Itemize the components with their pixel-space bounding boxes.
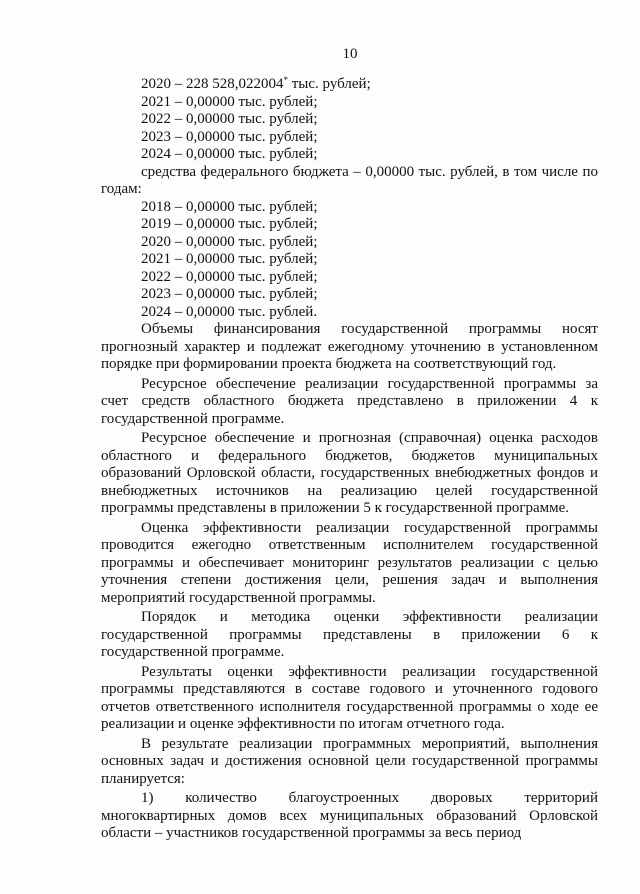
- paragraph-expected-outcomes: В результате реализации программных мероприятий, выполнения основных задач и достижения основной цели государственной программы планируется:: [101, 735, 598, 787]
- year-line: 2024 – 0,00000 тыс. рублей;: [141, 146, 318, 162]
- footnote-mark: *: [283, 75, 288, 85]
- year-line: 2018 – 0,00000 тыс. рублей;: [141, 198, 318, 215]
- year-line: 2023 – 0,00000 тыс. рублей;: [141, 286, 318, 302]
- year-line: 2022 – 0,00000 тыс. рублей;: [141, 111, 318, 127]
- year-line-tail: тыс. рублей;: [288, 76, 371, 92]
- year-line-text: 2020 – 228 528,022004: [141, 76, 284, 92]
- federal-budget-intro: средства федерального бюджета – 0,00000 тыс. рублей, в том числе по годам:: [101, 163, 598, 197]
- paragraph-item-1: 1) количество благоустроенных дворовых территорий многоквартирных домов всех муниципальных образований Орловской области – участников государственной программы за весь период: [101, 790, 598, 841]
- paragraph-results: Результаты оценки эффективности реализации государственной программы представляются в составе годового и уточненного годового отчетов ответственного исполнителя государственной программы о ходе ее реализации и оценке эффективности по итогам отчетного года.: [101, 663, 598, 732]
- paragraph-resource-estimate: Ресурсное обеспечение и прогнозная (справочная) оценка расходов областного и федерального бюджетов, бюджетов муниципальных образований Орловской области, государственных внебюджетных фондов и внебюджетных источников на реализацию целей государственной программы представлены в приложении 5 к государственной программе.: [101, 430, 598, 516]
- year-line: 2022 – 0,00000 тыс. рублей;: [141, 268, 318, 285]
- year-line: 2021 – 0,00000 тыс. рублей;: [141, 251, 318, 267]
- paragraph-method: Порядок и методика оценки эффективности реализации государственной программы представлены в приложении 6 к государственной программе.: [101, 609, 598, 660]
- year-line: 2020 – 0,00000 тыс. рублей;: [141, 233, 318, 250]
- paragraph-financing-volumes: Объемы финансирования государственной программы носят прогнозный характер и подлежат ежегодному уточнению в установленном порядке при формировании проекта бюджета на соответствующий год.: [101, 321, 598, 372]
- document-body: [101, 76, 598, 843]
- year-line: 2021 – 0,00000 тыс. рублей;: [141, 93, 318, 110]
- year-line: 2024 – 0,00000 тыс. рублей.: [141, 303, 318, 320]
- paragraph-efficiency-evaluation: Оценка эффективности реализации государственной программы проводится ежегодно ответственным исполнителем государственной программы и обеспечивает мониторинг результатов реализации с целью уточнения степени достижения цели, решения задач и выполнения мероприятий государственной программы.: [101, 519, 598, 606]
- year-line: 2023 – 0,00000 тыс. рублей;: [141, 128, 318, 145]
- year-line: 2019 – 0,00000 тыс. рублей;: [141, 216, 318, 232]
- year-line: [101, 76, 598, 94]
- page-number: 10: [342, 46, 358, 62]
- paragraph-regional-budget: Ресурсное обеспечение реализации государственной программы за счет средств областного бюджета представлено в приложении 4 к государственной программе.: [101, 375, 598, 427]
